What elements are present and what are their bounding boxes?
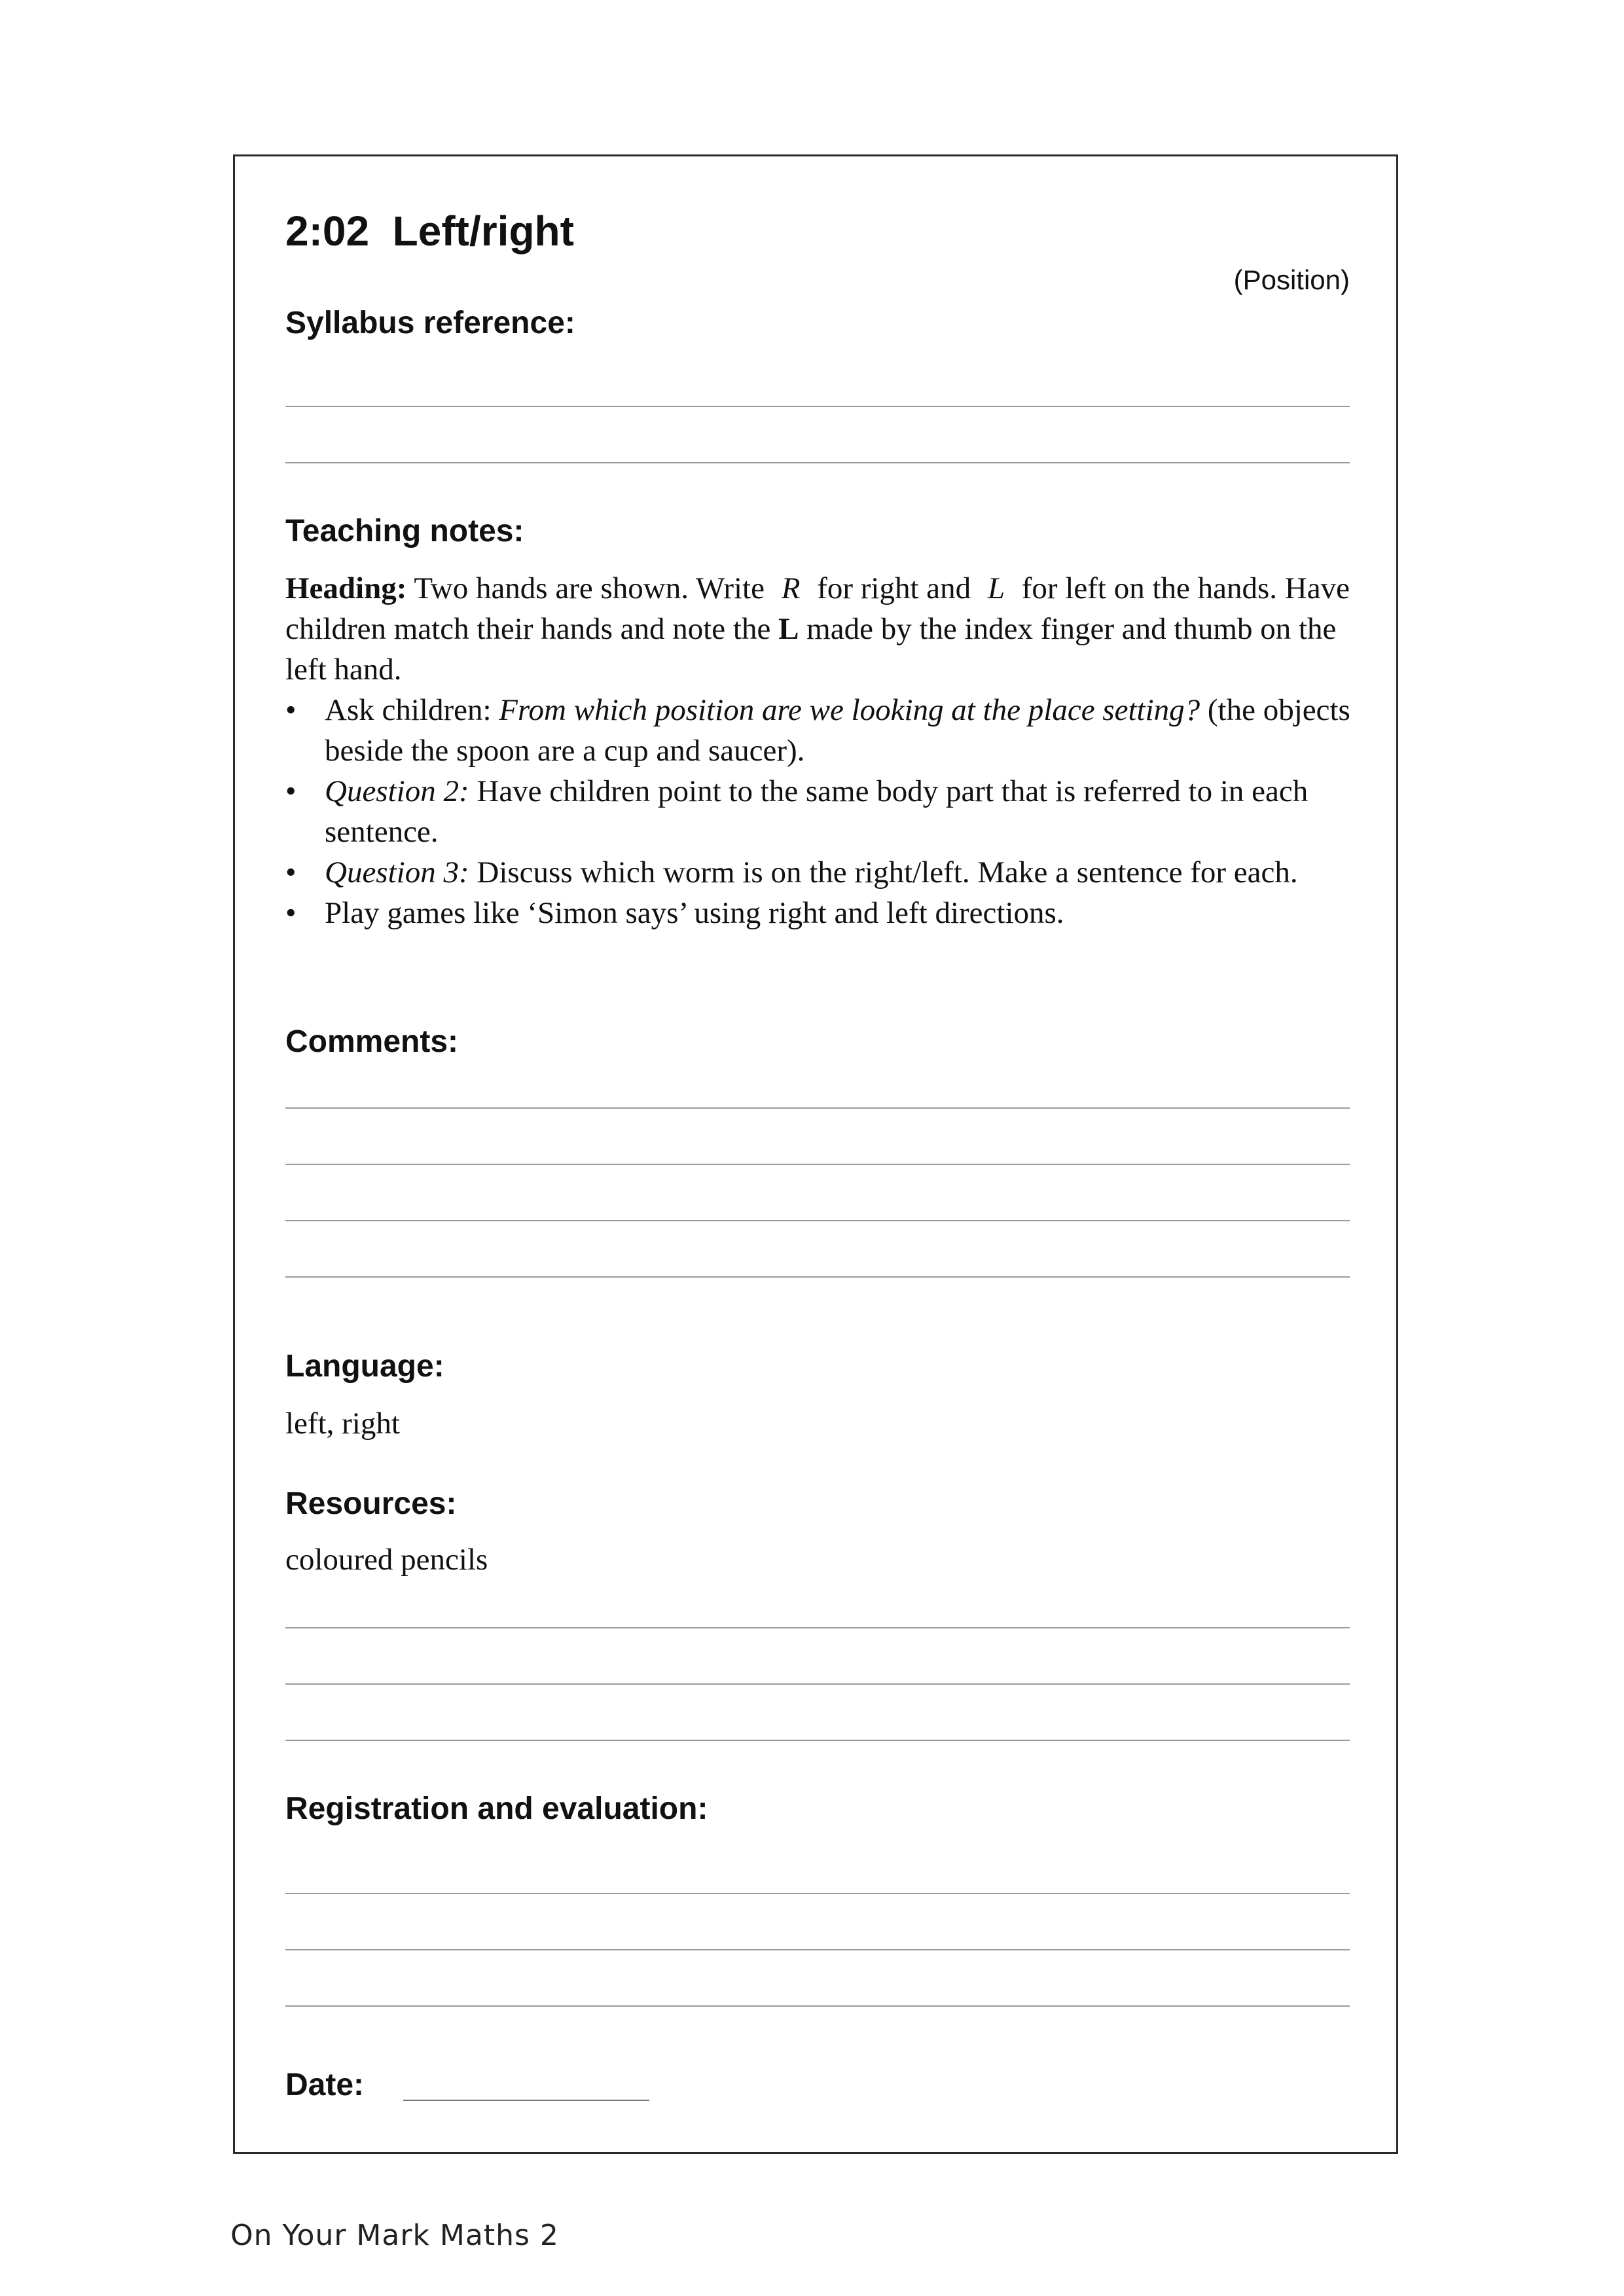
language-text: left, right — [285, 1407, 400, 1441]
resources-heading: Resources: — [285, 1486, 457, 1521]
bullet-suffix: Have children point to the same body part that is referred to in each sentence. — [325, 774, 1308, 849]
comments-line-1[interactable] — [285, 1107, 1350, 1109]
resources-line-3[interactable] — [285, 1740, 1350, 1741]
teaching-notes-body — [285, 568, 1359, 933]
bullet-italic: Question 3: — [325, 855, 469, 889]
intro-text-a: Two hands are shown. Write — [406, 571, 772, 605]
teaching-notes-heading: Teaching notes: — [285, 514, 524, 548]
letter-l: L — [987, 571, 1005, 605]
resources-text: coloured pencils — [285, 1543, 488, 1577]
resources-line-1[interactable] — [285, 1627, 1350, 1628]
language-heading: Language: — [285, 1349, 444, 1384]
syllabus-line-2[interactable] — [285, 462, 1350, 463]
list-item — [285, 893, 1359, 933]
intro-text-c: for left on the hands. Have children match their hands and note the — [285, 571, 1350, 646]
list-item — [285, 852, 1359, 893]
page-frame — [233, 154, 1398, 2154]
date-label: Date: — [285, 2068, 365, 2102]
comments-line-2[interactable] — [285, 1164, 1350, 1165]
registration-line-1[interactable] — [285, 1893, 1350, 1894]
list-item — [285, 690, 1359, 771]
page-title: 2:02 Left/right — [285, 207, 574, 255]
comments-line-4[interactable] — [285, 1276, 1350, 1278]
comments-line-3[interactable] — [285, 1220, 1350, 1221]
teaching-notes-intro — [285, 568, 1359, 690]
intro-text-b: for right and — [809, 571, 979, 605]
position-tag: (Position) — [1233, 264, 1350, 295]
syllabus-heading: Syllabus reference: — [285, 306, 575, 340]
bullet-suffix: (the objects beside the spoon are a cup and saucer). — [325, 693, 1350, 768]
teaching-notes-list — [285, 690, 1359, 933]
letter-r: R — [781, 571, 801, 605]
intro-label: Heading: — [285, 571, 407, 605]
comments-heading: Comments: — [285, 1024, 459, 1059]
bullet-suffix: Discuss which worm is on the right/left. Make a sentence for each. — [469, 855, 1298, 889]
footer-text: On Your Mark Maths 2 — [230, 2219, 559, 2252]
list-item — [285, 771, 1359, 852]
registration-heading: Registration and evaluation: — [285, 1791, 708, 1826]
bullet-prefix: Play games like ‘Simon says’ using right and left directions. — [325, 896, 1064, 930]
registration-line-2[interactable] — [285, 1949, 1350, 1950]
bullet-italic: From which position are we looking at the place setting? — [499, 693, 1200, 727]
date-field-line[interactable] — [403, 2100, 649, 2101]
syllabus-line-1[interactable] — [285, 406, 1350, 407]
resources-line-2[interactable] — [285, 1683, 1350, 1685]
registration-line-3[interactable] — [285, 2005, 1350, 2007]
bullet-italic: Question 2: — [325, 774, 469, 808]
bullet-prefix: Ask children: — [325, 693, 499, 727]
intro-text-d: made by the index finger and thumb on the left hand. — [285, 612, 1337, 687]
bold-letter-l: L — [778, 612, 799, 646]
